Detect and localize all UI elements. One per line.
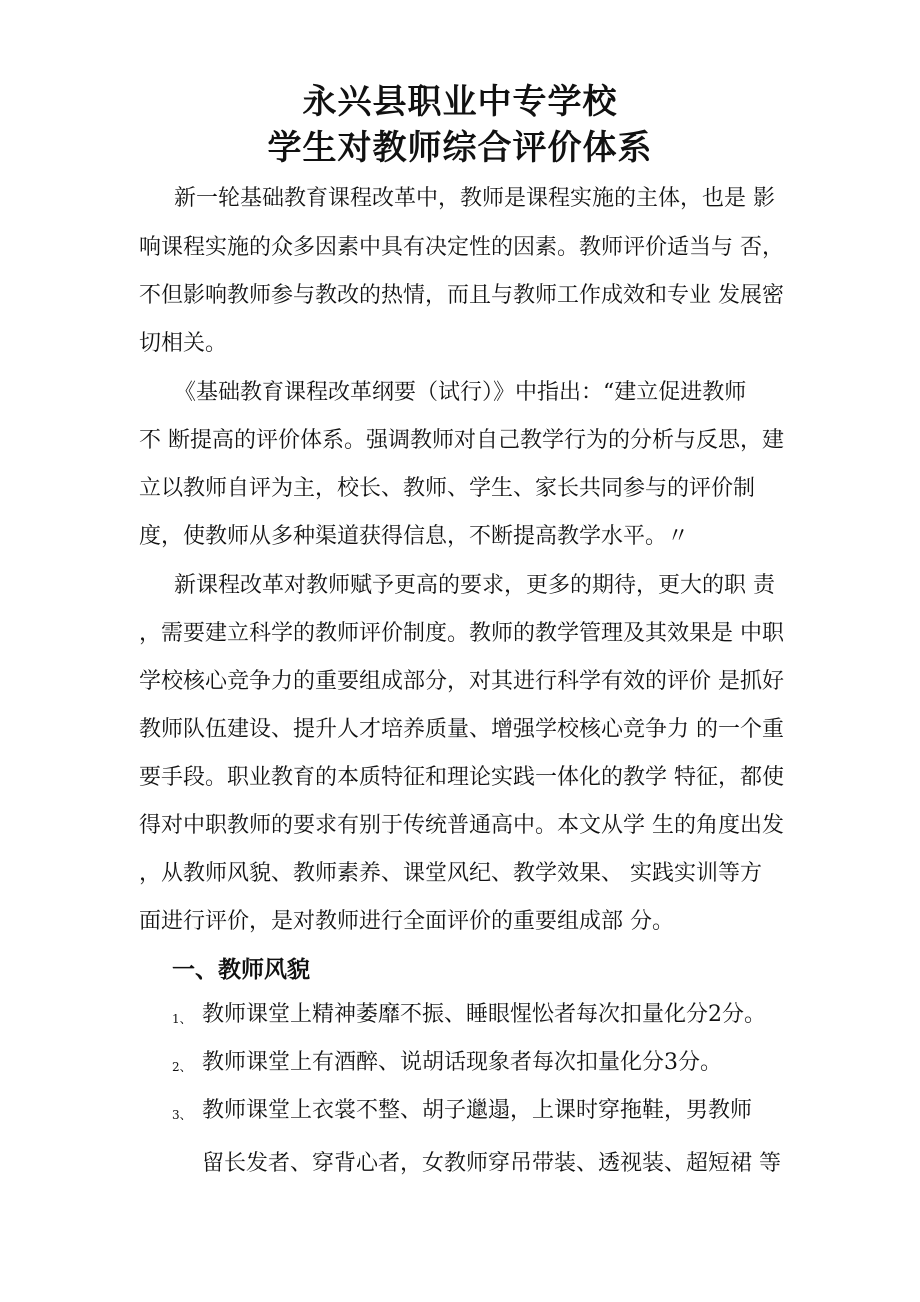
document-title-line2: 学生对教师综合评价体系 <box>267 128 653 168</box>
paragraph-line: 新课程改革对教师赋予更高的要求，更多的期待，更大的职 责 <box>174 573 775 598</box>
section-heading: 一、教师风貌 <box>172 957 310 983</box>
document-title-line1: 永兴县职业中专学校 <box>302 82 618 122</box>
paragraph-line: 不但影响教师参与教改的热情，而且与教师工作成效和专业 发展密 <box>139 283 784 308</box>
list-item-text: 教师课堂上精神萎靡不振、睡眼惺忪者每次扣量化分2分。 <box>202 1002 766 1027</box>
paragraph-line: 《基础教育课程改革纲要（试行）》中指出：“建立促进教师 <box>174 380 747 405</box>
paragraph-line: 不 断提高的评价体系。强调教师对自己教学行为的分析与反思，建 <box>139 428 784 453</box>
paragraph-line: 新一轮基础教育课程改革中，教师是课程实施的主体，也是 影 <box>174 186 775 211</box>
paragraph-line: ，从教师风貌、教师素养、课堂风纪、教学效果、 实践实训等方 <box>139 861 762 886</box>
list-item-number: 2、 <box>172 1060 192 1074</box>
list-item-number: 3、 <box>172 1108 192 1122</box>
paragraph-line: 切相关。 <box>139 331 228 356</box>
paragraph-line: 学校核心竞争力的重要组成部分，对其进行科学有效的评价 是抓好 <box>139 669 784 694</box>
list-item-number: 1、 <box>172 1012 192 1026</box>
paragraph-line: 立以教师自评为主，校长、教师、学生、家长共同参与的评价制 <box>139 476 756 501</box>
paragraph-line: 教师队伍建设、提升人才培养质量、增强学校核心竞争力 的一个重 <box>139 717 784 742</box>
list-item-text: 教师课堂上有酒醉、说胡话现象者每次扣量化分3分。 <box>202 1050 722 1075</box>
list-item-continuation: 留长发者、穿背心者，女教师穿吊带装、透视装、超短裙 等 <box>202 1151 781 1176</box>
paragraph-line: ，需要建立科学的教师评价制度。教师的教学管理及其效果是 中职 <box>139 621 784 646</box>
paragraph-line: 得对中职教师的要求有别于传统普通高中。本文从学 生的角度出发 <box>139 813 784 838</box>
paragraph-line: 响课程实施的众多因素中具有决定性的因素。教师评价适当与 否， <box>139 235 784 260</box>
paragraph-line: 要手段。职业教育的本质特征和理论实践一体化的教学 特征，都使 <box>139 765 784 790</box>
paragraph-line: 度，使教师从多种渠道获得信息，不断提高教学水平。〃 <box>139 524 690 549</box>
paragraph-line: 面进行评价，是对教师进行全面评价的重要组成部 分。 <box>139 909 674 934</box>
list-item-text: 教师课堂上衣裳不整、胡子邋遢，上课时穿拖鞋，男教师 <box>202 1098 753 1123</box>
